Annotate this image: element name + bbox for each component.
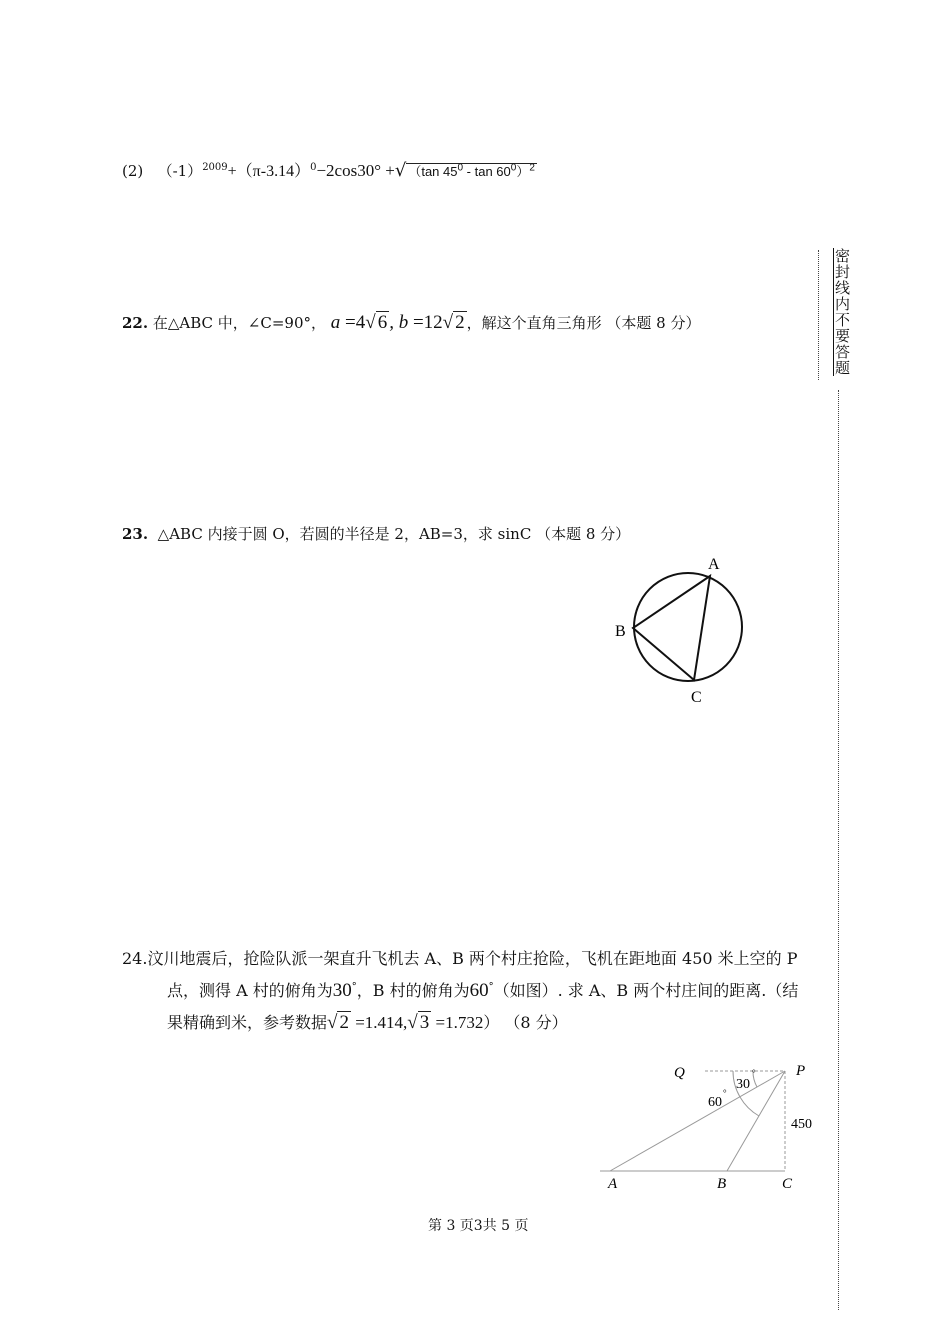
q21-2-label: (2) <box>122 162 144 180</box>
q23-number: 23. <box>122 525 149 543</box>
q21-2-rad-b0: 0 <box>510 162 517 174</box>
q24-line1: 24.汶川地震后，抢险队派一架直升飞机去 A、B 两个村庄抢险，飞机在距地面 450 米上空的 P <box>122 949 798 968</box>
q22-dot: . <box>142 314 149 332</box>
q23 <box>122 523 630 544</box>
q22-rad2: 2 <box>455 312 465 333</box>
page-footer: 第 3 页3共 5 页 <box>428 1218 529 1234</box>
label-a: A <box>708 556 720 573</box>
q22-text-b: ，解这个直角三角形 （本题 8 分） <box>466 314 701 332</box>
q24-ang2: 60 <box>469 980 489 1001</box>
label-q: Q <box>674 1065 685 1081</box>
q23-figure <box>600 550 760 710</box>
label-c24: C <box>782 1176 793 1192</box>
q22-number: 22 <box>122 314 143 332</box>
q22: 22. 在△ABC 中，∠C=90°， a =4√ 6 , b =12√ 2 ，解这个直角三角形 （本题 8 分） <box>122 312 701 333</box>
q24-v3: =1.732 <box>431 1013 484 1032</box>
label-p: P <box>796 1063 806 1079</box>
triangle-abc <box>633 576 710 680</box>
label-450: 450 <box>791 1117 812 1132</box>
label-a24: A <box>608 1176 618 1192</box>
q21-2-exp: 2009 <box>202 162 228 173</box>
label-60: 60 <box>708 1095 722 1110</box>
q24-line3: 果精确到米，参考数据√ 2 =1.414,√ 3 =1.732） （8 分） <box>167 1012 568 1033</box>
q24-v2: =1.414, <box>350 1013 408 1032</box>
q21-2-expression: (2) $(-1)^{2009}+(\pi-3.14)^0-2\cos 30^\circ$ +√ （tan $45^0$ - $\tan 60^0)^2$ <box>122 160 535 181</box>
q24-line3a: 果精确到米，参考数据 <box>167 1013 328 1032</box>
label-b: B <box>615 623 626 640</box>
q22-eq2: =12 <box>408 312 443 333</box>
seal-line-upper <box>818 250 819 380</box>
q22-math-a: a <box>330 312 341 333</box>
q24-line2a: 点，测得 A 村的俯角为 <box>167 981 333 1000</box>
label-c: C <box>691 689 702 706</box>
q22-eq1: =4 <box>340 312 366 333</box>
q22-rad1: 6 <box>377 312 388 333</box>
q21-2-rad-a: （tan 45 <box>408 164 458 179</box>
seal-note: 密封线内不要答题 <box>833 248 851 376</box>
q24-ang1: 30 <box>332 980 352 1001</box>
line-pa <box>610 1071 785 1171</box>
seal-line-lower <box>838 390 839 1310</box>
q23-text: △ABC 内接于圆 O，若圆的半径是 2，AB=3，求 sinC （本题 8 分） <box>157 525 631 543</box>
q21-2-radicand <box>406 163 537 179</box>
label-30: 30 <box>736 1077 750 1092</box>
deg-30: ° <box>752 1068 756 1078</box>
q24-r3: 3 <box>419 1012 430 1033</box>
q24-r2: 2 <box>339 1012 349 1033</box>
q24-line3b: ） （8 分） <box>483 1013 568 1032</box>
q21-2-rest: −2cos30° + <box>316 161 395 180</box>
circle-o <box>634 573 742 681</box>
q21-2-rad-a0: 0 <box>457 162 464 174</box>
q21-2-base: （-1） <box>157 162 203 180</box>
q21-2-mid: +（π-3.14） <box>227 163 311 180</box>
q21-2-exp0: 0 <box>310 162 317 173</box>
q24-line2b: ，B 村的俯角为 <box>356 981 470 1000</box>
q24-line2c: （如图）. 求 A、B 两个村庄间的距离.（结 <box>493 981 799 1000</box>
q24-figure <box>590 1055 830 1195</box>
deg-60: ° <box>723 1088 727 1098</box>
q21-2-rad-b: - tan 60 <box>463 164 511 179</box>
q21-2-rad-c: ） <box>516 164 530 179</box>
q22-comma: , b <box>389 312 409 333</box>
label-b24: B <box>717 1176 727 1192</box>
q22-text-a: 在△ABC 中，∠C=90°， <box>152 314 327 332</box>
q21-2-rad-sq: 2 <box>529 162 535 174</box>
q24-line2: 点，测得 A 村的俯角为30°，B 村的俯角为60°（如图）. 求 A、B 两个村庄间的距离.（结 <box>167 980 799 1001</box>
